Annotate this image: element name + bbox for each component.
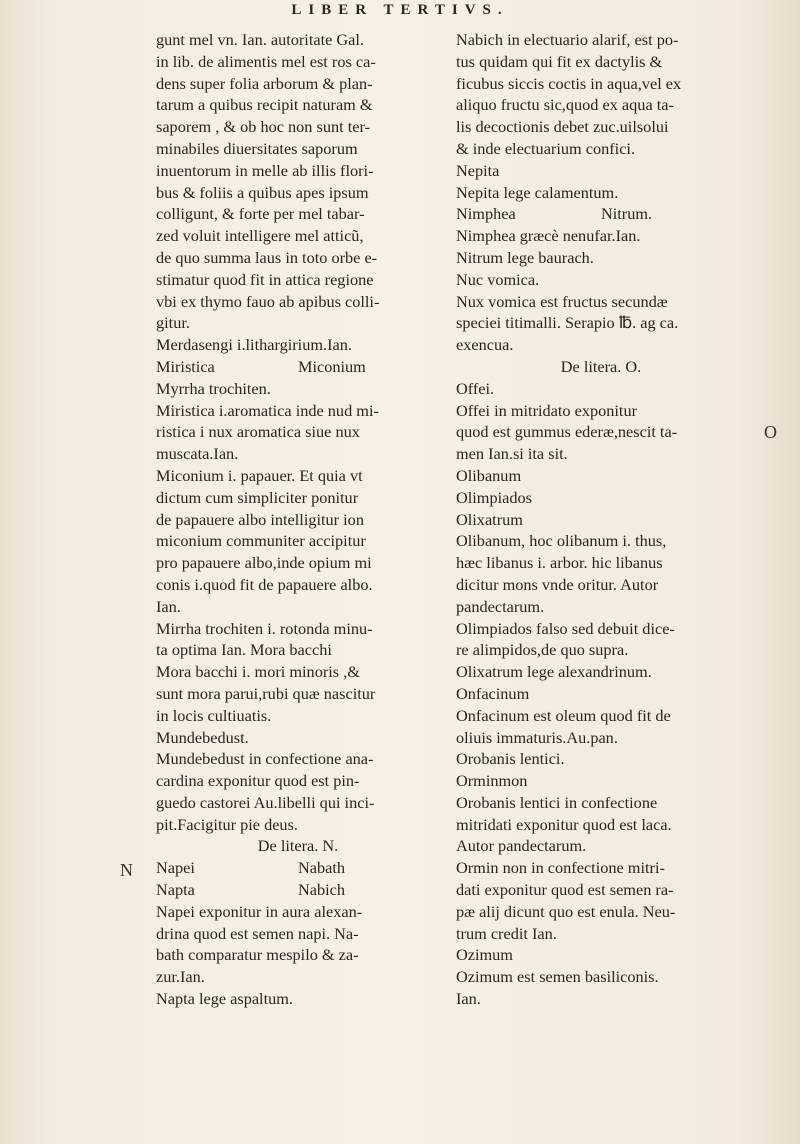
left-column-line: Mundebedust.: [156, 727, 249, 747]
right-column-line: Ozimum: [456, 945, 513, 965]
left-column-line: Merdasengi i.lithargirium.Ian.: [156, 335, 352, 355]
left-column-line: minabiles diuersitates saporum: [156, 138, 358, 158]
section-heading: De litera. N.: [257, 836, 339, 856]
left-column-line: Miconium i. papauer. Et quia vt: [156, 465, 363, 485]
left-column-line: conis i.quod fit de papauere albo.: [156, 574, 373, 594]
right-column-line: Autor pandectarum.: [456, 836, 587, 856]
right-column-line: oliuis immaturis.Au.pan.: [456, 727, 618, 747]
left-column-line: saporem , & ob hoc non sunt ter-: [156, 117, 371, 137]
left-column-line: [156, 356, 440, 378]
right-column-line: Onfacinum est oleum quod fit de: [456, 705, 671, 725]
left-column-line: muscata.Ian.: [156, 444, 239, 464]
left-column-line: miconium communiter accipitur: [156, 531, 366, 551]
right-column-line: Olibanum: [456, 465, 522, 485]
right-column-line: Nux vomica est fructus secundæ: [456, 291, 668, 311]
right-column-line: Ozimum est semen basiliconis.: [456, 967, 659, 987]
right-column-line: Olixatrum: [456, 509, 523, 529]
section-heading: De litera. O.: [560, 356, 642, 376]
right-column-line: Onfacinum: [456, 683, 530, 703]
left-column-entry-term: Miconium: [298, 356, 366, 376]
left-column-line: de papauere albo intelligitur ion: [156, 509, 364, 529]
left-column-line: gunt mel vn. Ian. autoritate Gal.: [156, 30, 364, 49]
left-column-line: bath comparatur mespilo & za-: [156, 945, 359, 965]
left-column-line: drina quod est semen napi. Na-: [156, 923, 359, 943]
right-column-line: Olibanum, hoc olibanum i. thus,: [456, 531, 667, 551]
right-column-line: Ormin non in confectione mitri-: [456, 858, 665, 878]
right-column-line: Offei in mitridato exponitur: [456, 400, 638, 420]
left-column-line: zur.Ian.: [156, 967, 205, 987]
left-column-line: zed voluit intelligere mel atticũ,: [156, 226, 364, 246]
margin-letter-o: O: [764, 422, 777, 442]
right-column-line: Offei.: [456, 378, 495, 398]
right-column-line: trum credit Ian.: [456, 923, 557, 943]
right-column-line: ficubus siccis coctis in aqua,vel ex: [456, 73, 682, 93]
right-column-line: Olimpiados falso sed debuit dice-: [456, 618, 675, 638]
left-column-entry-term: Nabath: [298, 858, 346, 878]
left-column-line: guedo castorei Au.libelli qui inci-: [156, 792, 375, 812]
left-column-line: cardina exponitur quod est pin-: [156, 771, 360, 791]
right-column-entry-term: Nimphea: [456, 204, 516, 224]
right-column-line: Olimpiados: [456, 487, 532, 507]
right-column-line: pæ alij dicunt quo est enula. Neu-: [456, 901, 676, 921]
right-column-line: Nimphea græcè nenufar.Ian.: [456, 226, 641, 246]
left-column-line: Myrrha trochiten.: [156, 378, 271, 398]
right-column-line: mitridati exponitur quod est laca.: [456, 814, 672, 834]
left-column: [156, 29, 440, 1010]
left-column-line: pit.Facigitur pie deus.: [156, 814, 298, 834]
left-column-entry-term: Nabich: [298, 880, 346, 900]
left-column-line: Mora bacchi i. mori minoris ,&: [156, 662, 360, 682]
right-column-line: [456, 203, 746, 225]
right-column-line: lis decoctionis debet zuc.uilsolui: [456, 117, 669, 137]
right-column-line: tus quidam qui fit ex dactylis &: [456, 51, 663, 71]
right-column-line: & inde electuarium confici.: [456, 138, 636, 158]
right-column: [456, 29, 746, 1010]
right-column-line: re alimpidos,de quo supra.: [456, 640, 629, 660]
left-column-line: ta optima Ian. Mora bacchi: [156, 640, 332, 660]
right-column-line: pandectarum.: [456, 596, 545, 616]
right-column-line: Nuc vomica.: [456, 269, 540, 289]
left-column-line: colligunt, & forte per mel tabar-: [156, 204, 365, 224]
left-column-line: Mundebedust in confectione ana-: [156, 749, 374, 769]
left-column-line: vbi ex thymo fauo ab apibus colli-: [156, 291, 380, 311]
left-column-line: bus & foliis a quibus apes ipsum: [156, 182, 369, 202]
right-column-line: Nitrum lege baurach.: [456, 247, 594, 267]
left-column-line: in locis cultiuatis.: [156, 705, 272, 725]
left-column-line: dictum cum simpliciter ponitur: [156, 487, 359, 507]
right-column-line: Orminmon: [456, 771, 528, 791]
left-column-line: sunt mora parui,rubi quæ nascitur: [156, 683, 376, 703]
right-column-line: Orobanis lentici.: [456, 749, 565, 769]
left-column-line: in lib. de alimentis mel est ros ca-: [156, 51, 376, 71]
left-column-line: pro papauere albo,inde opium mi: [156, 553, 372, 573]
right-column-line: aliquo fructu sic,quod ex aqua ta-: [456, 95, 674, 115]
left-column-line: [156, 879, 440, 901]
left-column-entry-term: Napta: [156, 880, 195, 900]
left-column-entry-term: Miristica: [156, 356, 215, 376]
right-column-line: Olixatrum lege alexandrinum.: [456, 662, 652, 682]
left-column-line: ristica i nux aromatica siue nux: [156, 422, 360, 442]
left-column-line: tarum a quibus recipit naturam &: [156, 95, 373, 115]
left-column-line: Mirrha trochiten i. rotonda minu-: [156, 618, 373, 638]
left-column-line: Miristica i.aromatica inde nud mi-: [156, 400, 379, 420]
right-column-line: dicitur mons vnde oritur. Autor: [456, 574, 659, 594]
left-column-line: gitur.: [156, 313, 190, 333]
running-head: LIBER TERTIVS.: [291, 2, 509, 18]
left-column-line: de quo summa laus in toto orbe e-: [156, 247, 378, 267]
right-column-line: dati exponitur quod est semen ra-: [456, 880, 674, 900]
left-column-line: Napei exponitur in aura alexan-: [156, 901, 363, 921]
left-column-line: Ian.: [156, 596, 181, 616]
left-column-line: [156, 857, 440, 879]
right-column-line: Orobanis lentici in confectione: [456, 792, 658, 812]
right-column-line: quod est gummus ederæ,nescit ta-: [456, 422, 678, 442]
left-column-line: inuentorum in melle ab illis flori-: [156, 160, 374, 180]
right-column-line: Nepita lege calamentum.: [456, 182, 619, 202]
left-column-line: Napta lege aspaltum.: [156, 989, 293, 1009]
right-column-line: speciei titimalli. Serapio ℔. ag ca.: [456, 313, 679, 333]
left-column-entry-term: Napei: [156, 858, 195, 878]
right-column-line: hæc libanus i. arbor. hic libanus: [456, 553, 663, 573]
right-column-line: Nepita: [456, 160, 500, 180]
left-column-line: stimatur quod fit in attica regione: [156, 269, 374, 289]
right-column-line: men Ian.si ita sit.: [456, 444, 568, 464]
right-column-entry-term: Nitrum.: [601, 204, 653, 224]
margin-letter-n: N: [120, 860, 133, 880]
right-column-line: Ian.: [456, 989, 481, 1009]
right-column-line: Nabich in electuario alarif, est po-: [456, 30, 679, 49]
right-column-line: exencua.: [456, 335, 514, 355]
left-column-line: dens super folia arborum & plan-: [156, 73, 373, 93]
